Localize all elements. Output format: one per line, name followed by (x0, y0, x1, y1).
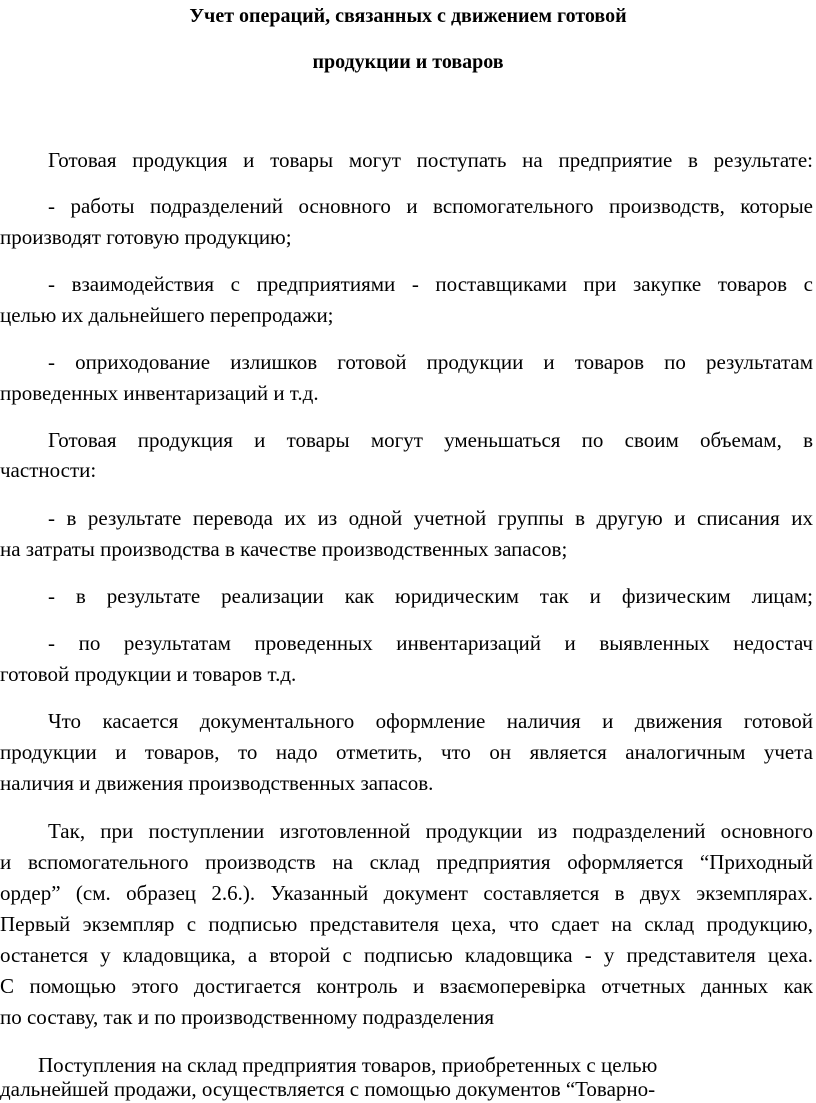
paragraph-goods-receipt-line-1: Поступления на склад предприятия товаров, приобретенных с целью (38, 1053, 658, 1077)
list-item-shortage-line-1: - по результатам проведенных инвентаризаций и выявленных недостач (48, 631, 813, 655)
paragraph-receipt-order-line-4: Первый экземпляр с подписью представителя цеха, что сдает на склад продукцию, (0, 912, 813, 936)
list-item-transfer-line-2: на затраты производства в качестве производственных запасов; (0, 537, 568, 561)
list-item-production-line-2: производят готовую продукцию; (0, 225, 292, 249)
paragraph-receipt-order-line-3: ордер” (см. образец 2.6.). Указанный документ составляется в двух экземплярах. (0, 881, 813, 905)
paragraph-goods-receipt-line-2: дальнейшей продажи, осуществляется с помощью документов “Товарно- (0, 1077, 656, 1101)
list-item-transfer-line-1: - в результате перевода их из одной учетной группы в другую и списания их (48, 506, 813, 530)
document-title-line-1: Учет операций, связанных с движением готовой (189, 5, 627, 27)
list-item-suppliers-line-2: целью их дальнейшего перепродажи; (0, 303, 334, 327)
list-item-shortage-line-2: готовой продукции и товаров т.д. (0, 662, 297, 686)
paragraph-decrease-line-1: Готовая продукция и товары могут уменьшаться по своим объемам, в (48, 428, 813, 452)
document-title-line-2: продукции и товаров (312, 51, 504, 73)
paragraph-documentation-line-3: наличия и движения производственных запасов. (0, 771, 434, 795)
paragraph-receipt-order-line-7: по составу, так и по производственному подразделения (0, 1005, 495, 1029)
paragraph-intro-line: Готовая продукция и товары могут поступать на предприятие в результате: (48, 148, 813, 172)
paragraph-receipt-order-line-1: Так, при поступлении изготовленной продукции из подразделений основного (48, 819, 813, 843)
list-item-suppliers-line-1: - взаимодействия с предприятиями - поставщиками при закупке товаров с (48, 272, 813, 296)
paragraph-receipt-order-line-5: останется у кладовщика, а второй с подписью кладовщика - у представителя цеха. (0, 943, 813, 967)
paragraph-receipt-order-line-2: и вспомогательного производств на склад предприятия оформляется “Приходный (0, 850, 813, 874)
list-item-production-line-1: - работы подразделений основного и вспомогательного производств, которые (48, 194, 813, 218)
paragraph-documentation-line-1: Что касается документального оформление наличия и движения готовой (48, 709, 813, 733)
paragraph-decrease-line-2: частности: (0, 458, 97, 482)
list-item-sales-line: - в результате реализации как юридическим так и физическим лицам; (48, 584, 813, 608)
paragraph-documentation-line-2: продукции и товаров, то надо отметить, что он является аналогичным учета (0, 740, 813, 764)
paragraph-receipt-order-line-6: С помощью этого достигается контроль и взаємоперевірка отчетных данных как (0, 974, 813, 998)
list-item-surplus-line-1: - оприходование излишков готовой продукции и товаров по результатам (48, 350, 813, 374)
list-item-surplus-line-2: проведенных инвентаризаций и т.д. (0, 381, 319, 405)
